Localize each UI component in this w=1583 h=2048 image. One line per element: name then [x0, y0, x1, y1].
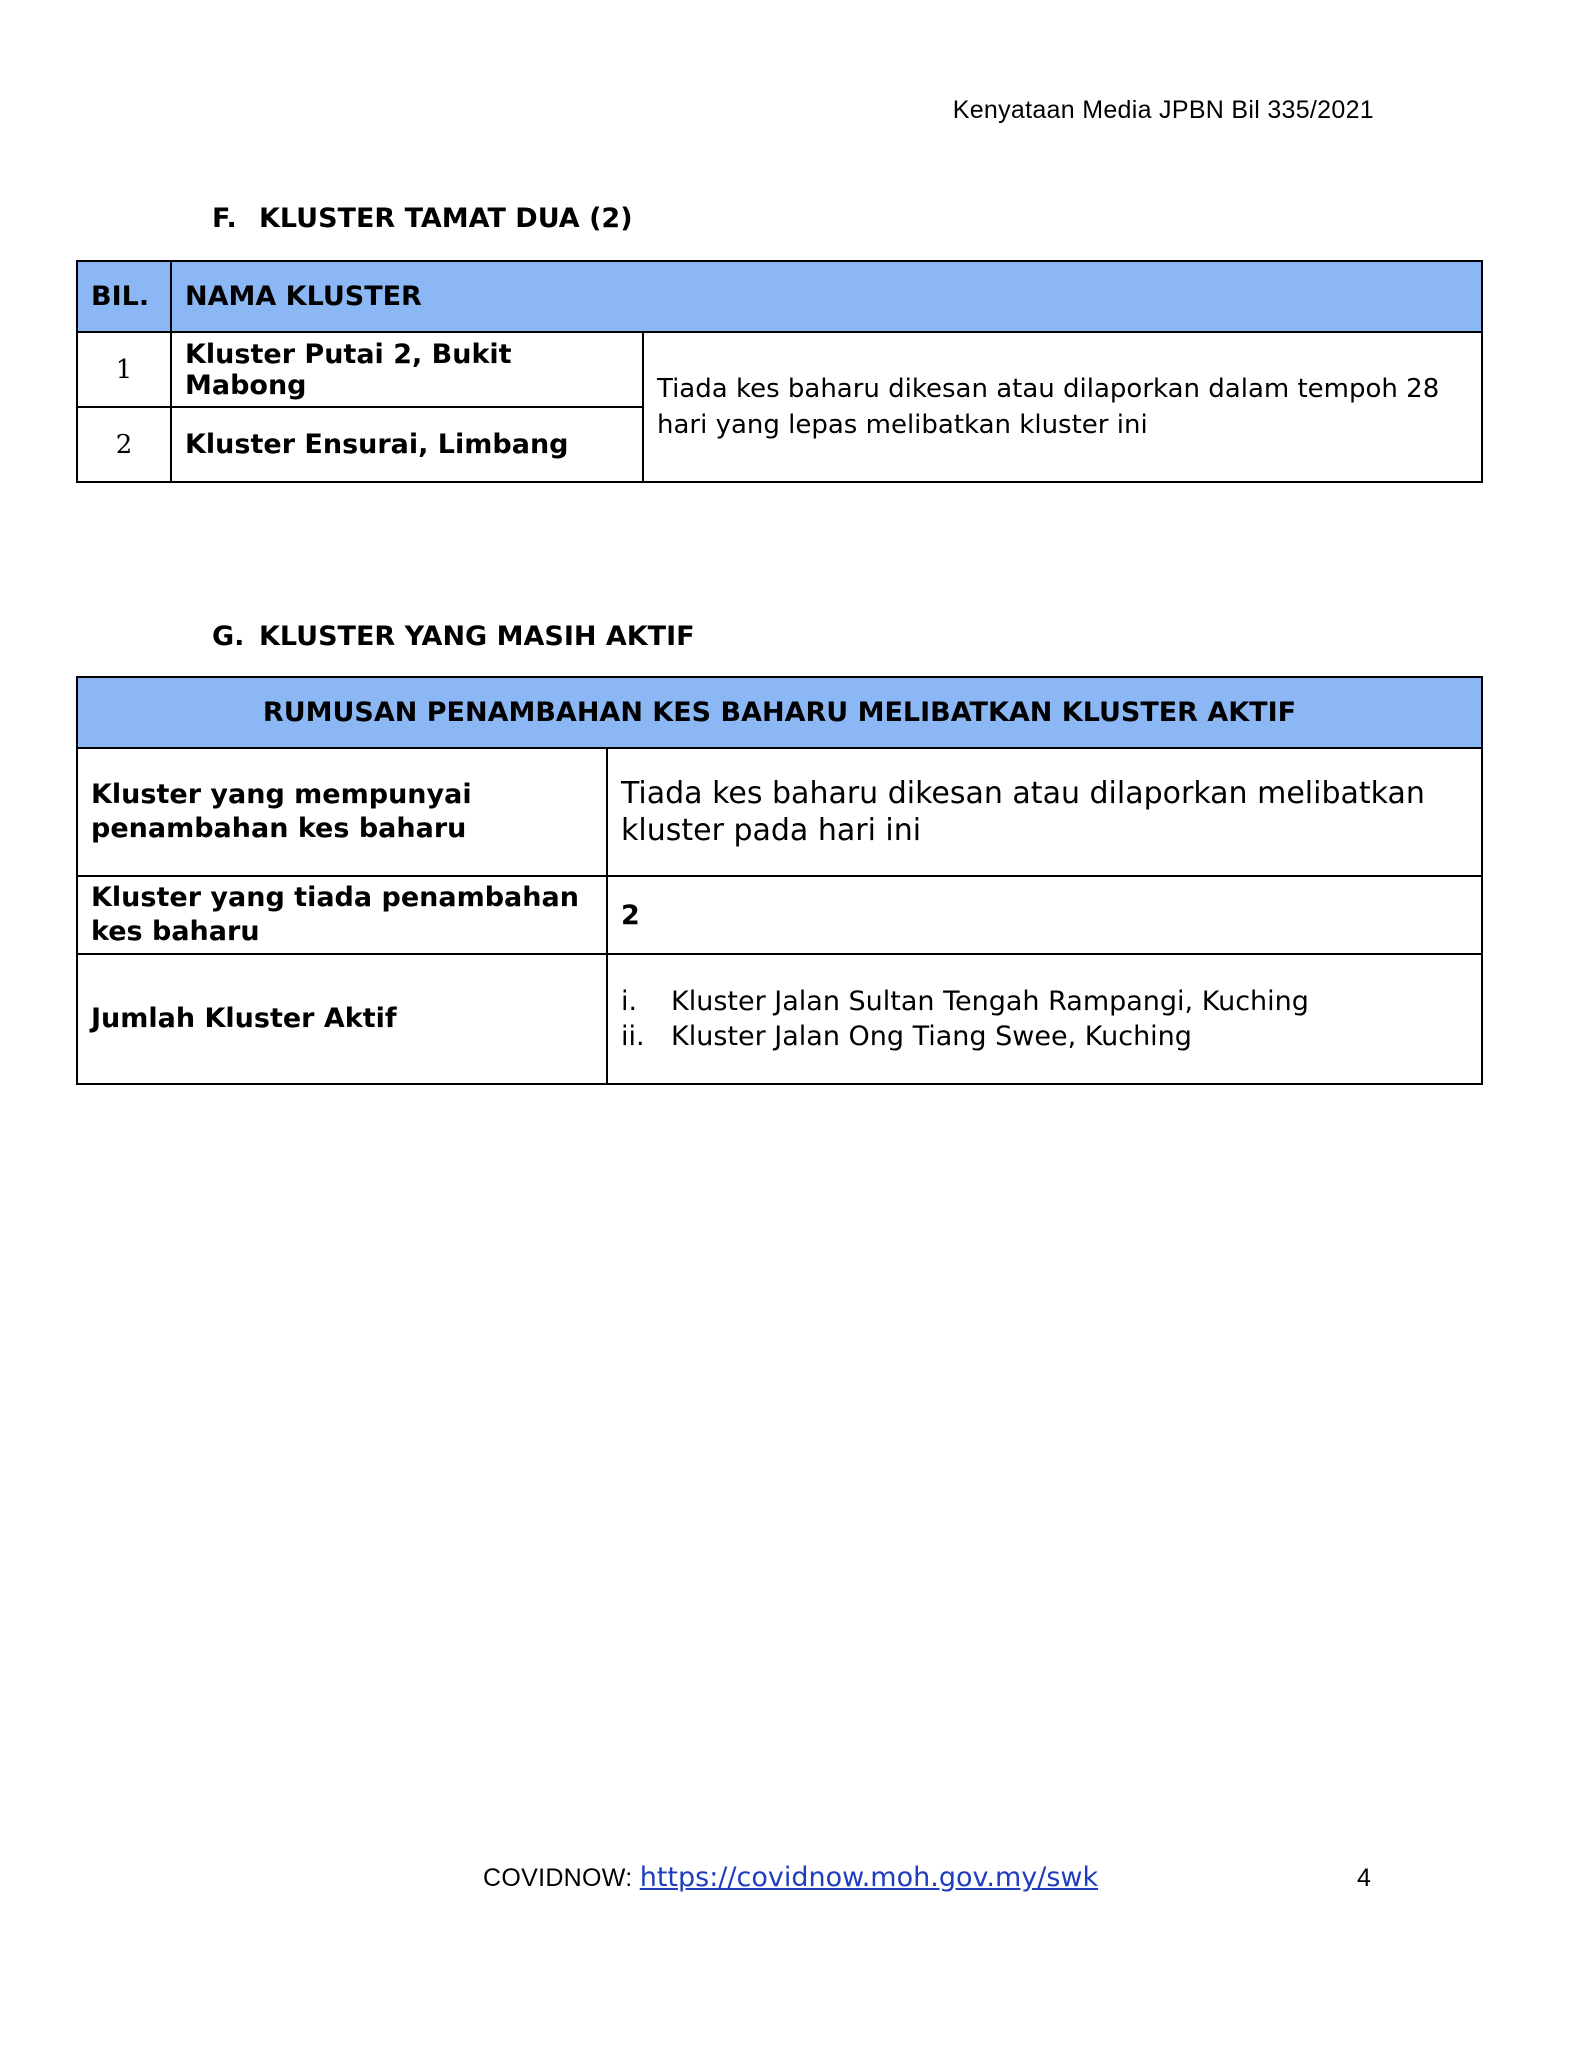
row-value: Tiada kes baharu dikesan atau dilaporkan melibatkan kluster pada hari ini	[607, 748, 1482, 876]
row-value: 2	[607, 876, 1482, 954]
active-cluster-list	[621, 984, 1468, 1054]
table-title: RUMUSAN PENAMBAHAN KES BAHARU MELIBATKAN KLUSTER AKTIF	[77, 677, 1482, 748]
cluster-name: Kluster Ensurai, Limbang	[171, 407, 643, 482]
list-item	[621, 984, 1468, 1019]
list-numeral: ii.	[621, 1021, 645, 1052]
table-row	[77, 748, 1482, 876]
table-title-row	[77, 677, 1482, 748]
table-row	[77, 954, 1482, 1084]
section-g-title: KLUSTER YANG MASIH AKTIF	[259, 621, 695, 652]
table-header-row	[77, 261, 1482, 332]
row-number: 1	[77, 332, 171, 407]
page-footer	[483, 1862, 1098, 1893]
section-f-title: KLUSTER TAMAT DUA (2)	[259, 203, 633, 234]
covidnow-link[interactable]: https://covidnow.moh.gov.my/swk	[639, 1862, 1099, 1893]
list-numeral: i.	[621, 986, 638, 1017]
status-note: Tiada kes baharu dikesan atau dilaporkan dalam tempoh 28 hari yang lepas melibatkan kluster ini	[643, 332, 1482, 482]
list-item-text: Kluster Jalan Sultan Tengah Rampangi, Kuching	[671, 986, 1309, 1017]
row-label: Kluster yang tiada penambahan kes baharu	[77, 876, 607, 954]
section-g-letter: G.	[212, 621, 245, 652]
footer-label: COVIDNOW:	[483, 1864, 640, 1892]
active-cluster-list-cell	[607, 954, 1482, 1084]
column-header-bil: BIL.	[77, 261, 171, 332]
row-label: Jumlah Kluster Aktif	[77, 954, 607, 1084]
table-row	[77, 332, 1482, 407]
active-clusters-summary-table	[76, 676, 1483, 1085]
section-f-heading	[212, 203, 633, 234]
ended-clusters-table	[76, 260, 1483, 483]
row-number: 2	[77, 407, 171, 482]
list-item-text: Kluster Jalan Ong Tiang Swee, Kuching	[671, 1021, 1192, 1052]
page-number: 4	[1357, 1864, 1371, 1892]
list-item	[621, 1019, 1468, 1054]
row-label: Kluster yang mempunyai penambahan kes baharu	[77, 748, 607, 876]
section-f-letter: F.	[212, 203, 237, 234]
table-row	[77, 876, 1482, 954]
document-reference: Kenyataan Media JPBN Bil 335/2021	[952, 96, 1374, 124]
cluster-name: Kluster Putai 2, Bukit Mabong	[171, 332, 643, 407]
column-header-cluster-name: NAMA KLUSTER	[171, 261, 1482, 332]
section-g-heading	[212, 621, 695, 652]
